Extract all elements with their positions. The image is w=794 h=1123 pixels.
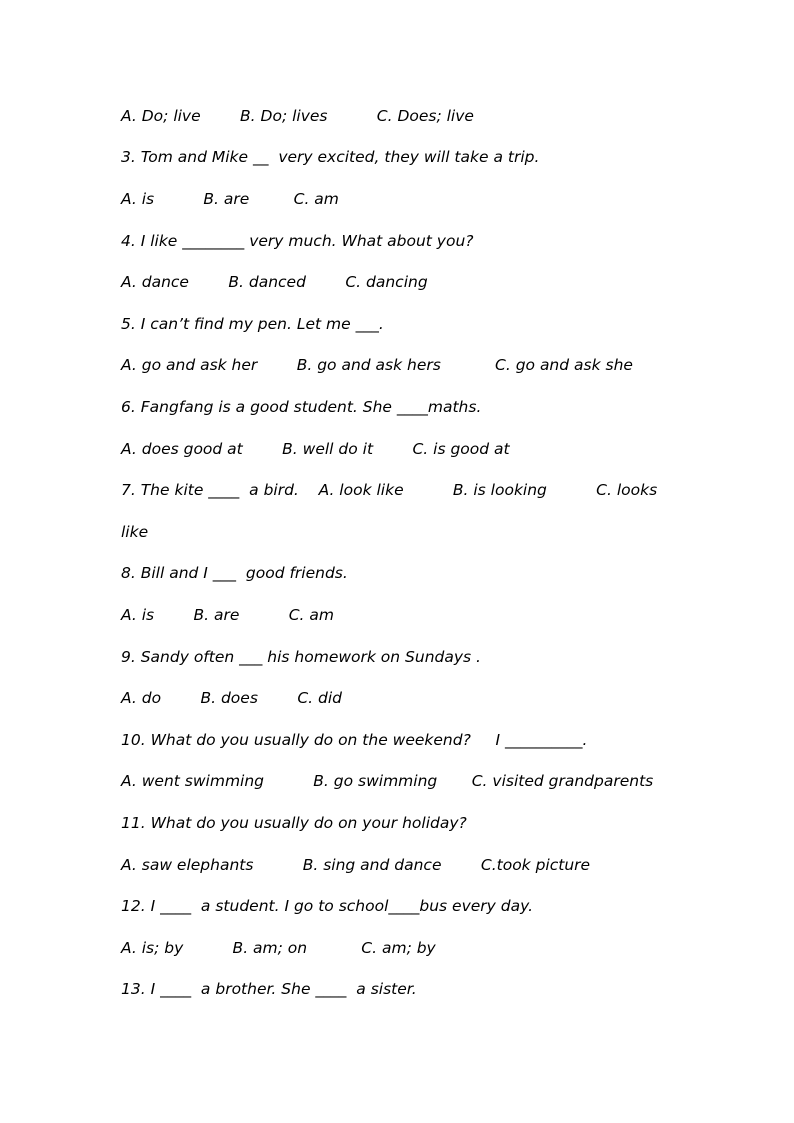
question-6-options: A. does good at B. well do it C. is good at xyxy=(121,440,510,458)
question-7-continuation: like xyxy=(121,523,149,541)
question-8-stem: 8. Bill and I ___ good friends. xyxy=(121,564,348,582)
question-9-options: A. do B. does C. did xyxy=(121,689,342,707)
question-6-stem: 6. Fangfang is a good student. She ____maths. xyxy=(121,398,482,416)
question-13-stem: 13. I ____ a brother. She ____ a sister. xyxy=(121,980,417,998)
question-9-stem: 9. Sandy often ___ his homework on Sundays . xyxy=(121,648,481,666)
question-5-options: A. go and ask her B. go and ask hers C. go and ask she xyxy=(121,356,633,374)
question-5-stem: 5. I can’t find my pen. Let me ___. xyxy=(121,315,384,333)
question-12-stem: 12. I ____ a student. I go to school____bus every day. xyxy=(121,897,534,915)
question-3-stem: 3. Tom and Mike __ very excited, they will take a trip. xyxy=(121,148,540,166)
question-10-stem: 10. What do you usually do on the weekend? I __________. xyxy=(121,731,588,749)
question-12-options: A. is; by B. am; on C. am; by xyxy=(121,939,436,957)
question-7-stem: 7. The kite ____ a bird. A. look like B. is looking C. looks xyxy=(121,481,658,499)
question-11-stem: 11. What do you usually do on your holiday? xyxy=(121,814,467,832)
question-10-options: A. went swimming B. go swimming C. visited grandparents xyxy=(121,772,654,790)
question-4-stem: 4. I like ________ very much. What about you? xyxy=(121,232,474,250)
question-11-options: A. saw elephants B. sing and dance C.took picture xyxy=(121,856,591,874)
question-2-options: A. Do; live B. Do; lives C. Does; live xyxy=(121,107,474,125)
question-8-options: A. is B. are C. am xyxy=(121,606,334,624)
question-4-options: A. dance B. danced C. dancing xyxy=(121,273,428,291)
question-3-options: A. is B. are C. am xyxy=(121,190,339,208)
